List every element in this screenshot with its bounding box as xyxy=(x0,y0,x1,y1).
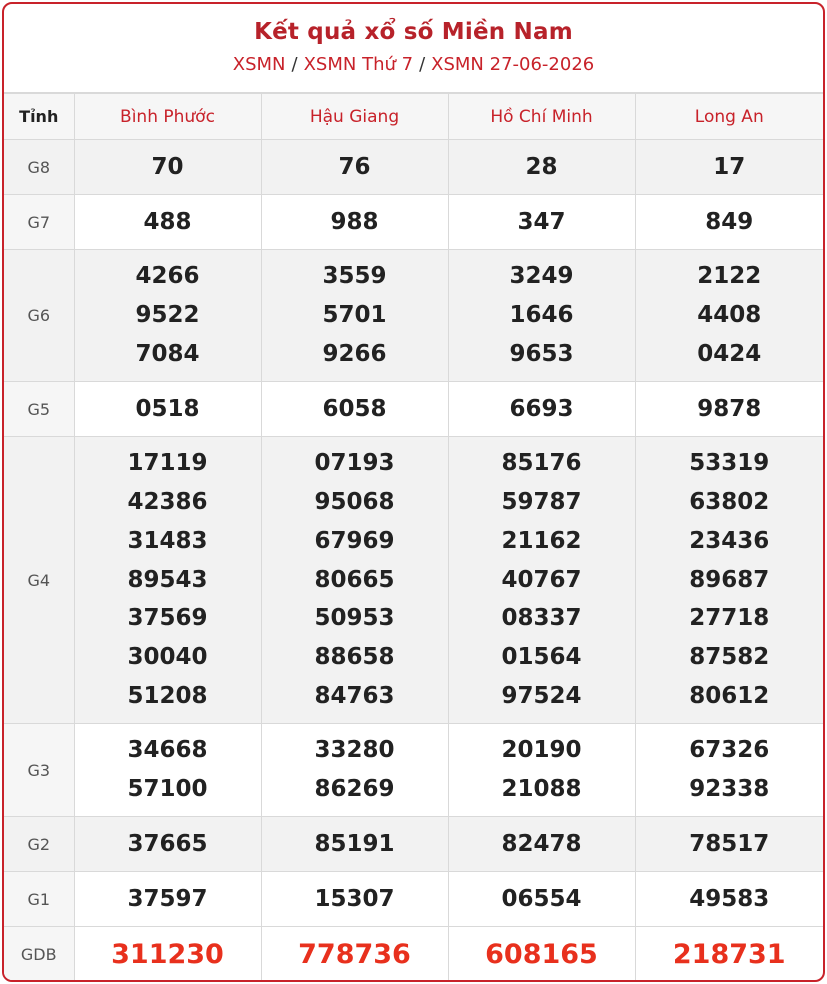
results-table xyxy=(4,93,823,982)
prize-number: 50953 xyxy=(314,605,395,632)
prize-number: 3249 xyxy=(509,263,574,290)
prize-cell xyxy=(74,817,261,872)
prize-cell xyxy=(448,872,635,927)
prize-number: 17 xyxy=(713,153,746,180)
prize-number: 70 xyxy=(151,153,184,180)
prize-cell xyxy=(635,140,823,195)
prize-number: 76 xyxy=(338,153,371,180)
page-title: Kết quả xổ số Miền Nam xyxy=(254,19,573,45)
prize-number: 3559 xyxy=(322,263,387,290)
prize-cell xyxy=(635,437,823,724)
prize-cell xyxy=(448,927,635,983)
prize-row-g3 xyxy=(4,724,823,817)
prize-number: 988 xyxy=(330,208,379,235)
prize-number: 51208 xyxy=(127,682,208,709)
prize-number: 01564 xyxy=(501,644,582,671)
prize-number: 37569 xyxy=(127,605,208,632)
prize-number: 89687 xyxy=(689,566,770,593)
prize-number: 9653 xyxy=(509,340,574,367)
prize-number: 67326 xyxy=(689,737,770,764)
prize-cell xyxy=(261,250,448,382)
breadcrumb xyxy=(4,54,823,75)
prize-number: 488 xyxy=(143,208,192,235)
prize-number: 92338 xyxy=(689,776,770,802)
prize-number: 08337 xyxy=(501,605,582,632)
prize-label: G1 xyxy=(4,872,74,927)
prize-row-gdb xyxy=(4,927,823,983)
prize-number: 85176 xyxy=(501,450,582,477)
prize-cell xyxy=(448,382,635,437)
prize-cell xyxy=(261,872,448,927)
prize-number: 6058 xyxy=(322,395,387,422)
special-prize-number: 311230 xyxy=(111,939,224,970)
prize-cell xyxy=(261,927,448,983)
prize-cell xyxy=(635,250,823,382)
prize-number: 4266 xyxy=(135,263,200,290)
prize-number: 21088 xyxy=(501,776,582,802)
prize-row-g8 xyxy=(4,140,823,195)
prize-cell xyxy=(74,927,261,983)
prize-number: 57100 xyxy=(127,776,208,802)
prize-number: 0518 xyxy=(135,395,200,422)
prize-row-g2 xyxy=(4,817,823,872)
prize-label: G3 xyxy=(4,724,74,817)
prize-number: 0424 xyxy=(697,340,762,367)
prize-number: 82478 xyxy=(501,830,582,857)
prize-number: 84763 xyxy=(314,682,395,709)
prize-number: 07193 xyxy=(314,450,395,477)
prize-number: 15307 xyxy=(314,885,395,912)
prize-cell xyxy=(74,437,261,724)
link-xsmn-thu-7[interactable]: XSMN Thứ 7 xyxy=(303,54,414,75)
prize-number: 37665 xyxy=(127,830,208,857)
prize-number: 347 xyxy=(517,208,566,235)
prize-number: 21162 xyxy=(501,527,582,554)
prize-cell xyxy=(448,195,635,250)
prize-cell xyxy=(635,817,823,872)
prize-cell xyxy=(74,382,261,437)
prize-cell xyxy=(74,195,261,250)
table-header-row xyxy=(4,94,823,140)
prize-number: 27718 xyxy=(689,605,770,632)
prize-number: 67969 xyxy=(314,527,395,554)
prize-number: 86269 xyxy=(314,776,395,802)
prize-rows xyxy=(4,140,823,983)
prize-number: 95068 xyxy=(314,489,395,515)
prize-number: 06554 xyxy=(501,885,582,912)
prize-number: 80612 xyxy=(689,682,770,709)
prize-number: 28 xyxy=(525,153,558,180)
prize-number: 7084 xyxy=(135,340,200,367)
prize-number: 23436 xyxy=(689,527,770,554)
prize-cell xyxy=(74,724,261,817)
prize-number: 6693 xyxy=(509,395,574,422)
prize-cell xyxy=(635,927,823,983)
prize-cell xyxy=(261,382,448,437)
prize-cell xyxy=(635,382,823,437)
prize-number: 40767 xyxy=(501,566,582,593)
prize-cell xyxy=(261,437,448,724)
prize-number: 80665 xyxy=(314,566,395,593)
prize-cell xyxy=(261,724,448,817)
prize-row-g5 xyxy=(4,382,823,437)
special-prize-number: 608165 xyxy=(485,939,598,970)
breadcrumb-separator: / xyxy=(419,54,426,75)
prize-number: 63802 xyxy=(689,489,770,515)
special-prize-number: 218731 xyxy=(672,939,786,970)
prize-label: G6 xyxy=(4,250,74,382)
prize-cell xyxy=(635,195,823,250)
prize-label: G7 xyxy=(4,195,74,250)
prize-row-g1 xyxy=(4,872,823,927)
prize-cell xyxy=(635,724,823,817)
prize-cell xyxy=(261,195,448,250)
prize-number: 30040 xyxy=(127,644,208,671)
prize-cell xyxy=(448,437,635,724)
prize-number: 1646 xyxy=(509,302,574,329)
prize-number: 5701 xyxy=(322,302,387,329)
link-xsmn[interactable]: XSMN xyxy=(232,54,286,75)
column-header-hau-giang[interactable]: Hậu Giang xyxy=(261,94,448,140)
prize-number: 49583 xyxy=(689,885,770,912)
prize-number: 87582 xyxy=(689,644,770,671)
prize-number: 9878 xyxy=(697,395,762,422)
prize-label: G4 xyxy=(4,437,74,724)
prize-label: GDB xyxy=(4,927,74,983)
prize-number: 33280 xyxy=(314,737,395,764)
prize-cell xyxy=(261,140,448,195)
prize-row-g6 xyxy=(4,250,823,382)
prize-number: 85191 xyxy=(314,830,395,857)
prize-number: 9266 xyxy=(322,340,387,367)
prize-number: 88658 xyxy=(314,644,395,671)
prize-row-g4 xyxy=(4,437,823,724)
special-prize-number: 778736 xyxy=(298,939,411,970)
breadcrumb-separator: / xyxy=(291,54,298,75)
prize-number: 78517 xyxy=(689,830,770,857)
column-header-ho-chi-minh[interactable]: Hồ Chí Minh xyxy=(448,94,635,140)
column-header-province: Tỉnh xyxy=(4,94,74,140)
prize-number: 59787 xyxy=(501,489,582,515)
prize-number: 42386 xyxy=(127,489,208,515)
prize-number: 4408 xyxy=(697,302,762,329)
prize-cell xyxy=(74,140,261,195)
column-header-binh-phuoc[interactable]: Bình Phước xyxy=(74,94,261,140)
prize-number: 37597 xyxy=(127,885,208,912)
prize-cell xyxy=(261,817,448,872)
results-card xyxy=(2,2,825,982)
prize-number: 97524 xyxy=(501,682,582,709)
prize-label: G8 xyxy=(4,140,74,195)
prize-label: G2 xyxy=(4,817,74,872)
prize-number: 20190 xyxy=(501,737,582,764)
column-header-long-an[interactable]: Long An xyxy=(635,94,823,140)
prize-number: 89543 xyxy=(127,566,208,593)
link-xsmn-date[interactable]: XSMN 27-06-2026 xyxy=(431,54,595,75)
prize-number: 849 xyxy=(705,208,754,235)
results-header xyxy=(4,4,823,93)
prize-row-g7 xyxy=(4,195,823,250)
prize-number: 31483 xyxy=(127,527,208,554)
prize-number: 2122 xyxy=(697,263,762,290)
prize-number: 34668 xyxy=(127,737,208,764)
prize-cell xyxy=(448,140,635,195)
prize-cell xyxy=(448,724,635,817)
prize-cell xyxy=(74,250,261,382)
prize-cell xyxy=(635,872,823,927)
prize-number: 17119 xyxy=(127,450,208,477)
prize-cell xyxy=(74,872,261,927)
prize-number: 53319 xyxy=(689,450,770,477)
prize-cell xyxy=(448,817,635,872)
prize-label: G5 xyxy=(4,382,74,437)
prize-cell xyxy=(448,250,635,382)
prize-number: 9522 xyxy=(135,302,200,329)
